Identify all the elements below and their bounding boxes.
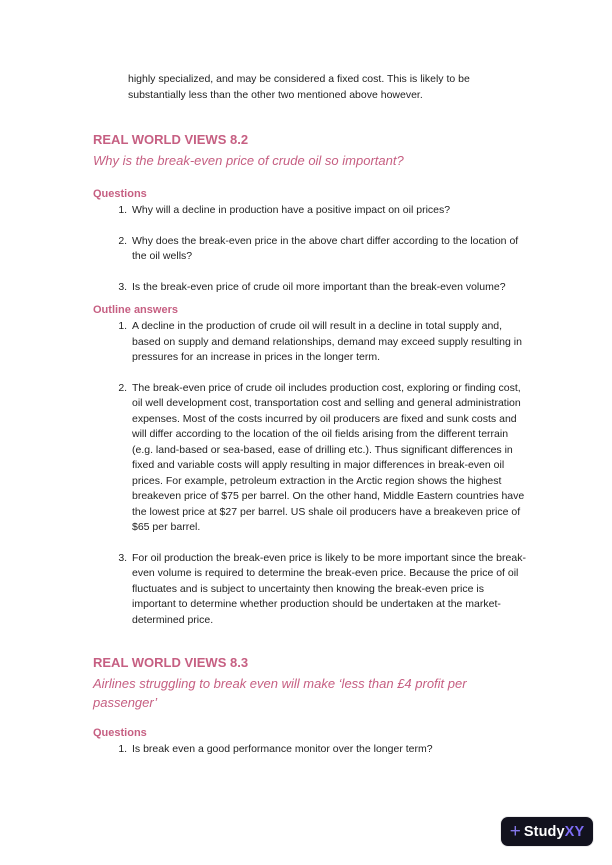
rwv-8-3-questions-label: Questions [93,727,147,739]
intro-paragraph: highly specialized, and may be considered a fixed cost. This is likely to be substantially less than the other two mentioned above however. [128,73,470,101]
question-item: 1. Why will a decline in production have a positive impact on oil prices? [130,203,530,219]
rwv-8-2-subtitle: Why is the break-even price of crude oil so important? [93,153,404,168]
plus-icon: + [509,820,521,842]
rwv-8-3-subtitle: Airlines struggling to break even will make ‘less than £4 profit per passenger’ [93,676,467,710]
rwv-8-3-questions-list [93,742,530,758]
answer-item: 3. For oil production the break-even price is likely to be more important since the break-even volume is required to determine the break-even price. Because the price of oil fluctuates and is subject to uncertainty then knowing the break-even price is important to determine whether production should be undertaken at the market-determined price. [130,551,530,629]
answer-item: 2. The break-even price of crude oil includes production cost, exploring or finding cost, oil well development cost, transportation cost and selling and general administration expenses. Most of the costs incurred by oil producers are fixed and sunk costs and will differ according to the location of the oil fields arising from the different terrain (e.g. land-based or sea-based, ease of drilling etc.). Thus significant differences in fixed and variable costs will apply resulting in major differences in break-even oil prices. For example, petroleum extraction in the Arctic region shows the highest breakeven price of $75 per barrel. On the other hand, Middle Eastern countries have the lowest price at $27 per barrel. US shale oil producers have a breakeven price of $65 per barrel. [130,381,530,536]
logo-xy-text: XY [564,823,585,840]
question-item: 3. Is the break-even price of crude oil more important than the break-even volume? [130,280,530,296]
question-item: 1. Is break even a good performance monitor over the longer term? [130,742,530,758]
rwv-8-2-questions-list [93,203,530,295]
studyxy-logo-badge[interactable] [501,817,593,846]
rwv-8-2-answers-list [93,319,530,628]
rwv-8-2-questions-label: Questions [93,188,147,200]
page-content [93,72,530,768]
rwv-8-2-outline-answers-label: Outline answers [93,304,178,316]
logo-study-text: Study [523,823,565,840]
rwv-8-3-title: REAL WORLD VIEWS 8.3 [93,655,249,670]
question-item: 2. Why does the break-even price in the above chart differ according to the location of the oil wells? [130,234,530,265]
logo-wordmark [524,824,584,840]
answer-item: 1. A decline in the production of crude oil will result in a decline in total supply and, based on supply and demand relationships, demand may exceed supply resulting in pressures for an increase in prices in the longer term. [130,319,530,366]
rwv-8-2-title: REAL WORLD VIEWS 8.2 [93,132,249,147]
